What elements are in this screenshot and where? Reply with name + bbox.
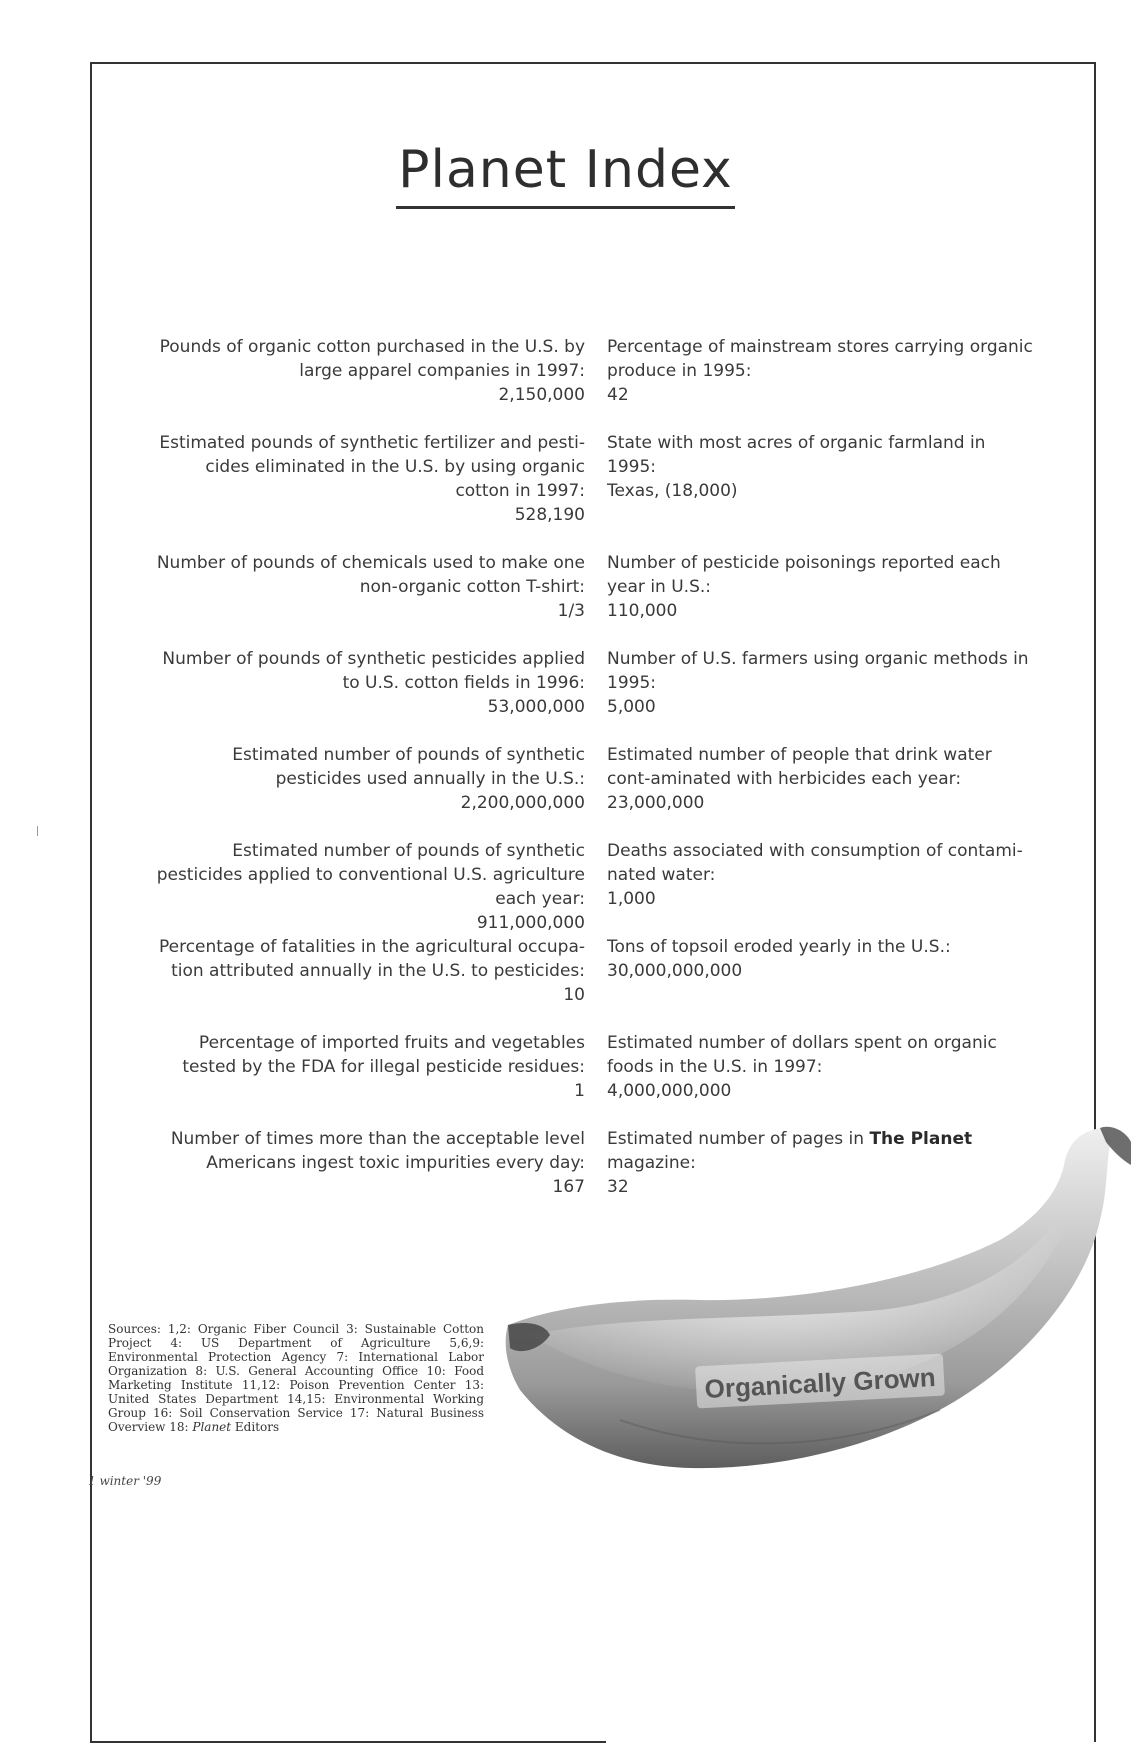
left-entry-6 — [150, 839, 585, 935]
entry-value: Texas, (18,000) — [607, 481, 738, 501]
right-entry-1 — [607, 335, 1037, 407]
entry-value: 1,000 — [607, 889, 656, 909]
entry-value: 1/3 — [557, 601, 585, 621]
left-entry-8 — [150, 1031, 585, 1103]
entry-value: 53,000,000 — [487, 697, 585, 717]
magazine-name: The Planet — [869, 1129, 973, 1149]
entry-value: 32 — [607, 1177, 629, 1197]
entry-label: Estimated number of pounds of synthetic pesticides used annually in the U.S.: — [232, 745, 585, 789]
right-entry-3 — [607, 551, 1037, 623]
banana-sticker-label: Organically Grown — [703, 1361, 937, 1405]
left-entry-4 — [150, 647, 585, 719]
banana-image — [500, 1120, 1131, 1475]
entry-value: 10 — [563, 985, 585, 1005]
entry-value: 5,000 — [607, 697, 656, 717]
entry-label: Number of pesticide poisonings reported each year in U.S.: — [607, 553, 1001, 597]
left-entry-1 — [150, 335, 585, 407]
entry-label: State with most acres of organic farmland in 1995: — [607, 433, 986, 477]
entry-label: Number of pounds of synthetic pesticides applied to U.S. cotton fields in 1996: — [162, 649, 585, 693]
entry-label: Estimated number of people that drink water cont-aminated with herbicides each year: — [607, 745, 992, 789]
entry-label: Pounds of organic cotton purchased in the U.S. by large apparel companies in 1997: — [159, 337, 585, 381]
entry-value: 23,000,000 — [607, 793, 705, 813]
sources-note: Sources: 1,2: Organic Fiber Council 3: Sustainable Cotton Project 4: US Department of Agriculture 5,6,9: Environmental Protection Agency 7: International Labor Organization 8: U.S. General Accounting Office 10: Food Marketing Institute 11,12: Poison Prevention Center 13: United States Department 14,15: Environmental Working Group 16: Soil Conservation Service 17: Natural Business Overview 18: Planet Editors — [108, 1322, 484, 1434]
left-entry-3 — [150, 551, 585, 623]
entry-value: 42 — [607, 385, 629, 405]
right-entry-5 — [607, 743, 1037, 815]
left-entry-2 — [150, 431, 585, 527]
right-entry-4 — [607, 647, 1037, 719]
entry-value: 2,150,000 — [498, 385, 585, 405]
entry-label: Estimated pounds of synthetic fertilizer and pesti-cides eliminated in the U.S. by using organic cotton in 1997: — [159, 433, 585, 501]
entry-label: Tons of topsoil eroded yearly in the U.S.: — [607, 937, 951, 957]
entry-label: Percentage of imported fruits and vegetables tested by the FDA for illegal pesticide residues: — [182, 1033, 585, 1077]
page-title: Planet Index — [0, 140, 1131, 200]
entry-label: Percentage of mainstream stores carrying organic produce in 1995: — [607, 337, 1033, 381]
right-entry-8 — [607, 1031, 1037, 1103]
entry-label: Number of pounds of chemicals used to make one non-organic cotton T-shirt: — [156, 553, 585, 597]
entry-value: 1 — [574, 1081, 585, 1101]
entry-label: Estimated number of dollars spent on organic foods in the U.S. in 1997: — [607, 1033, 997, 1077]
left-entry-7 — [150, 935, 585, 1007]
entry-label: Deaths associated with consumption of contami-nated water: — [607, 841, 1023, 885]
entry-label: Estimated number of pounds of synthetic pesticides applied to conventional U.S. agriculture each year: — [156, 841, 585, 909]
page-footer: 1 winter '99 — [88, 1474, 162, 1488]
entry-value: 2,200,000,000 — [460, 793, 585, 813]
entry-value: 4,000,000,000 — [607, 1081, 732, 1101]
entry-label: Percentage of fatalities in the agricultural occupa-tion attributed annually in the U.S. to pesticides: — [158, 937, 585, 981]
entry-value: 528,190 — [514, 505, 585, 525]
entry-label: Estimated number of pages in The Planet magazine: — [607, 1129, 973, 1173]
entry-value: 911,000,000 — [476, 913, 585, 933]
scan-speck — [37, 826, 38, 836]
right-entry-2 — [607, 431, 1037, 503]
right-entry-6 — [607, 839, 1037, 911]
entry-value: 110,000 — [607, 601, 678, 621]
entry-value: 167 — [552, 1177, 585, 1197]
entry-label: Number of U.S. farmers using organic methods in 1995: — [607, 649, 1029, 693]
entry-value: 30,000,000,000 — [607, 961, 743, 981]
right-entry-7 — [607, 935, 1037, 983]
left-entry-5 — [150, 743, 585, 815]
entry-label: Number of times more than the acceptable level Americans ingest toxic impurities every day: — [170, 1129, 585, 1173]
